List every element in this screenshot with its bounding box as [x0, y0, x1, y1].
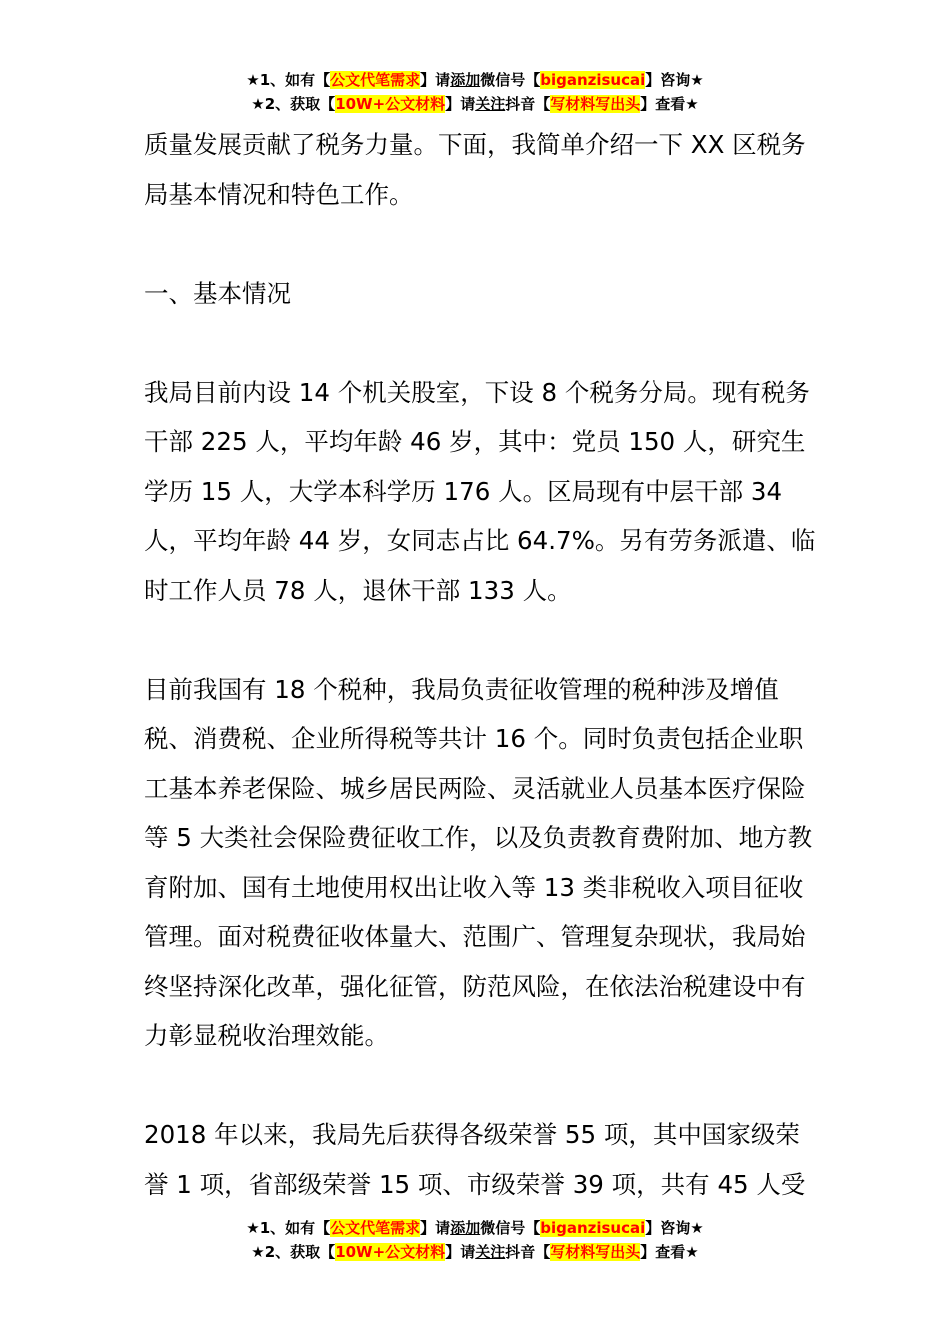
section-heading: 一、基本情况 [144, 278, 291, 308]
banner-text: ★2、获取【 [251, 1243, 336, 1261]
banner-text: 】请 [445, 1243, 476, 1261]
banner-emphasis: 关注 [475, 1243, 506, 1261]
banner-highlight: 写材料写出头 [550, 95, 641, 113]
paragraph-taxes: 目前我国有 18 个税种，我局负责征收管理的税种涉及增值税、消费税、企业所得税等共计 16 个。同时负责包括企业职工基本养老保险、城乡居民两险、灵活就业人员基本医疗保险等 5 大类社会保险费征收工作，以及负责教育费附加、地方教育附加、国有土地使用权出让收入等 13 类非税收入项目征收管理。面对税费征收体量大、范围广、管理复杂现状，我局始终坚持深化改革，强化征管，防范风险，在依法治税建设中有力彰显税收治理效能。 [144, 674, 813, 1050]
banner-emphasis: 添加 [450, 71, 481, 89]
banner-text: 】咨询★ [645, 71, 704, 89]
banner-line-2 [0, 1240, 950, 1264]
banner-text: 】咨询★ [645, 1219, 704, 1237]
banner-text: 】查看★ [640, 95, 699, 113]
banner-highlight: biganzisucai [540, 71, 646, 89]
banner-text: 微信号【 [480, 1219, 541, 1237]
banner-highlight: 公文代笔需求 [330, 1219, 421, 1237]
banner-text: ★1、如有【 [246, 1219, 331, 1237]
banner-text: ★1、如有【 [246, 71, 331, 89]
banner-highlight: 10W+公文材料 [335, 95, 446, 113]
document-body [144, 120, 824, 1209]
footer-banner [0, 1216, 950, 1264]
paragraph-staff: 我局目前内设 14 个机关股室，下设 8 个税务分局。现有税务干部 225 人，平均年龄 46 岁，其中：党员 150 人，研究生学历 15 人，大学本科学历 176 人。区局现有中层干部 34 人，平均年龄 44 岁，女同志占比 64.7%。另有劳务派遣、临时工作人员 78 人，退休干部 133 人。 [144, 377, 816, 605]
banner-text: 】请 [420, 71, 451, 89]
banner-highlight: 写材料写出头 [550, 1243, 641, 1261]
header-banner [0, 68, 950, 116]
banner-emphasis: 关注 [475, 95, 506, 113]
banner-highlight: biganzisucai [540, 1219, 646, 1237]
banner-line-2 [0, 92, 950, 116]
banner-text: 抖音【 [505, 95, 551, 113]
banner-text: 微信号【 [480, 71, 541, 89]
banner-text: 抖音【 [505, 1243, 551, 1261]
banner-text: ★2、获取【 [251, 95, 336, 113]
paragraph-honors: 2018 年以来，我局先后获得各级荣誉 55 项，其中国家级荣誉 1 项，省部级荣誉 15 项、市级荣誉 39 项，共有 45 人受 [144, 1120, 806, 1199]
banner-emphasis: 添加 [450, 1219, 481, 1237]
banner-line-1 [0, 1216, 950, 1240]
paragraph-intro: 质量发展贡献了税务力量。下面，我简单介绍一下 XX 区税务局基本情况和特色工作。 [144, 130, 806, 209]
banner-highlight: 公文代笔需求 [330, 71, 421, 89]
banner-text: 】查看★ [640, 1243, 699, 1261]
banner-text: 】请 [445, 95, 476, 113]
banner-highlight: 10W+公文材料 [335, 1243, 446, 1261]
banner-line-1 [0, 68, 950, 92]
banner-text: 】请 [420, 1219, 451, 1237]
